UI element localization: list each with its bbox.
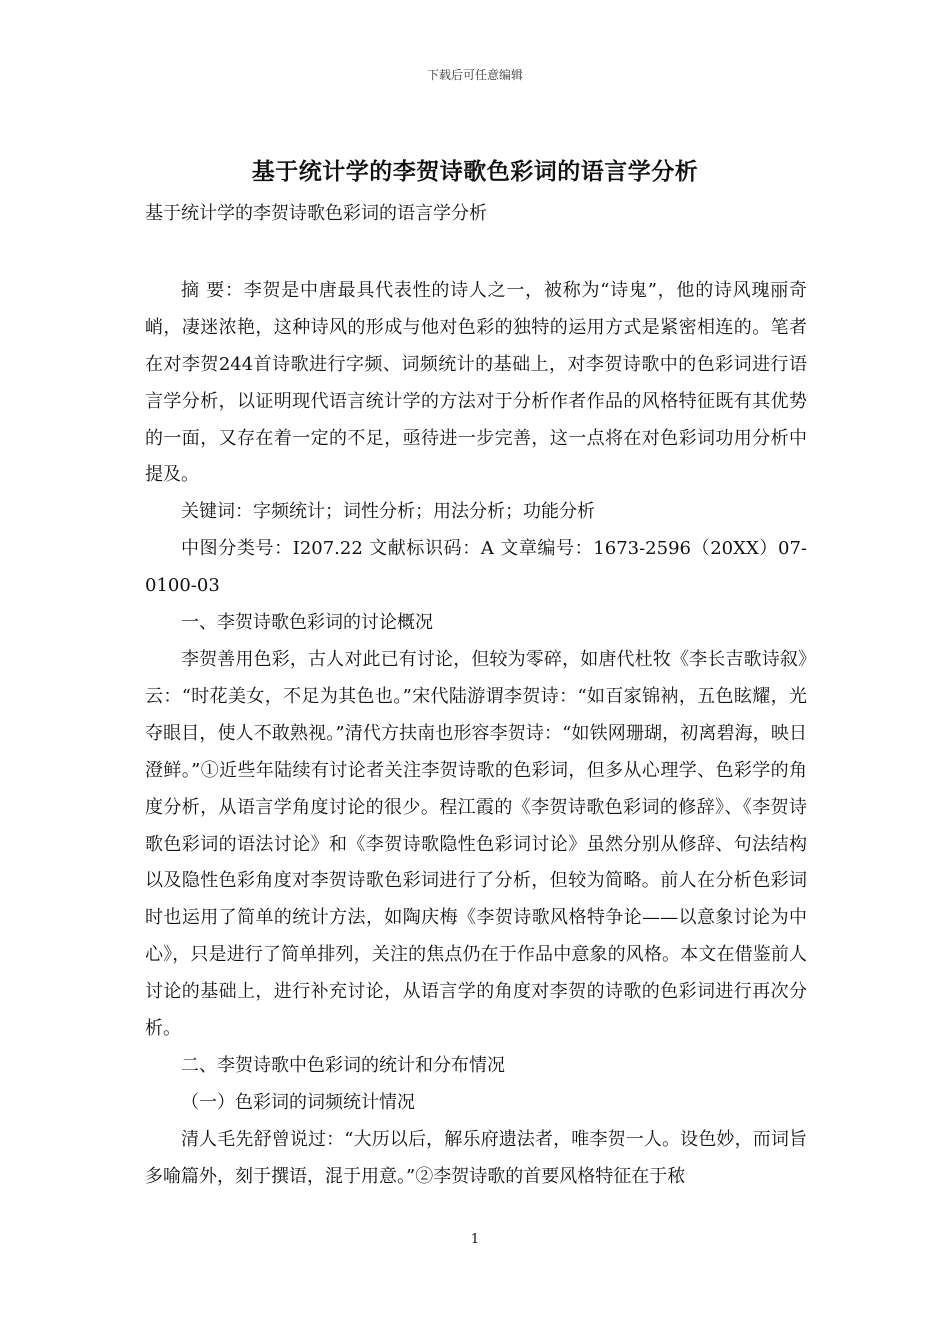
section-heading-1: 一、李贺诗歌色彩词的讨论概况: [181, 612, 433, 634]
page-number: 1: [470, 1232, 480, 1247]
section-1-paragraph: 李贺善用色彩，古人对此已有讨论，但较为零碎，如唐代杜牧《李长吉歌诗叙》云：“时花美女，不足为其色也。”宋代陆游谓李贺诗：“如百家锦衲，五色眩耀，光夺眼目，使人不敢熟视。”清代方扶南也形容李贺诗：“如铁网珊瑚，初离碧海，映日澄鲜。”①近些年陆续有讨论者关注李贺诗歌的色彩词，但多从心理学、色彩学的角度分析，从语言学角度讨论的很少。程江霞的《李贺诗歌色彩词的修辞》、《李贺诗歌色彩词的语法讨论》和《李贺诗歌隐性色彩词讨论》虽然分别从修辞、句法结构以及隐性色彩角度对李贺诗歌色彩词进行了分析，但较为简略。前人在分析色彩词时也运用了简单的统计方法，如陶庆梅《李贺诗歌风格特争论——以意象讨论为中心》，只是进行了简单排列，关注的焦点仍在于作品中意象的风格。本文在借鉴前人讨论的基础上，进行补充讨论，从语言学的角度对李贺的诗歌的色彩词进行再次分析。: [145, 648, 807, 1040]
classification-line: 中图分类号：I207.22 文献标识码：A 文章编号：1673-2596（20XX）07-0100-03: [145, 538, 807, 597]
spacer: [145, 233, 807, 273]
section-2-paragraph: 清人毛先舒曾说过：“大历以后，解乐府遗法者，唯李贺一人。设色妙，而词旨多喻篇外，刻于撰语，混于用意。”②李贺诗歌的首要风格特征在于秾: [145, 1128, 807, 1187]
section-heading-2: 二、李贺诗歌中色彩词的统计和分布情况: [181, 1054, 505, 1076]
document-title: 基于统计学的李贺诗歌色彩词的语言学分析: [251, 158, 699, 185]
page-header: 下载后可任意编辑: [426, 68, 523, 82]
keywords-line: 关键词：字频统计；词性分析；用法分析；功能分析: [181, 501, 595, 523]
section-2-subheading: （一）色彩词的词频统计情况: [181, 1091, 415, 1113]
subtitle: 基于统计学的李贺诗歌色彩词的语言学分析: [145, 203, 487, 224]
document-body: [145, 196, 807, 1196]
abstract-paragraph: 摘 要：李贺是中唐最具代表性的诗人之一，被称为“诗鬼”，他的诗风瑰丽奇峭，凄迷浓艳，这种诗风的形成与他对色彩的独特的运用方式是紧密相连的。笔者在对李贺244首诗歌进行字频、词频统计的基础上，对李贺诗歌中的色彩词进行语言学分析，以证明现代语言统计学的方法对于分析作者作品的风格特征既有其优势的一面，又存在着一定的不足，亟待进一步完善，这一点将在对色彩词功用分析中提及。: [145, 279, 807, 486]
